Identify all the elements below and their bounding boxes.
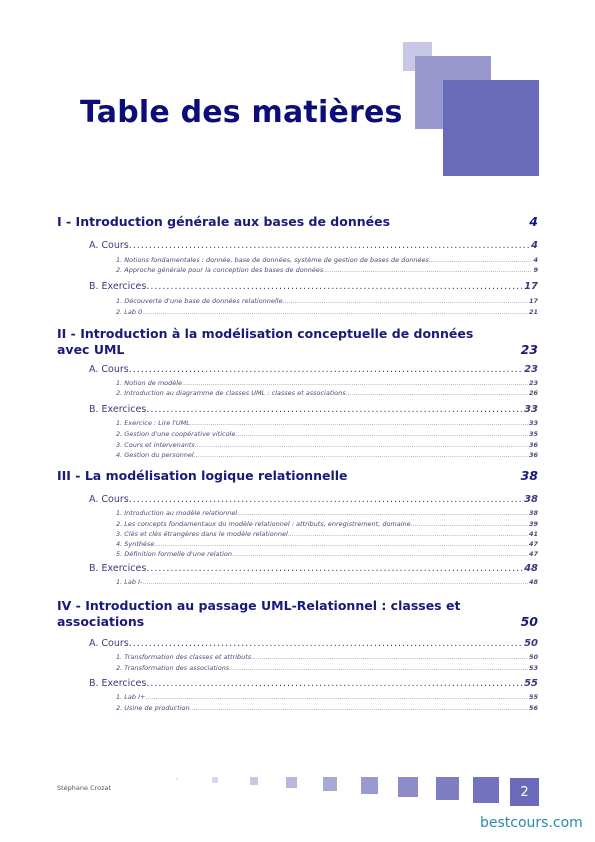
toc-part-page: 23	[520, 342, 538, 357]
toc-subsection-page: 35	[528, 430, 538, 438]
toc-section[interactable]	[89, 494, 538, 507]
toc-subsection[interactable]	[116, 441, 538, 450]
footer-decor-square	[212, 777, 218, 783]
toc-section-label: B. Exercices	[89, 281, 147, 292]
toc-section-label: A. Cours	[89, 240, 129, 251]
toc-section[interactable]	[89, 563, 538, 576]
toc-section-label: A. Cours	[89, 494, 129, 505]
toc-subsection[interactable]	[116, 419, 538, 428]
toc-part-title[interactable]	[57, 598, 538, 630]
toc-subsection-page: 38	[528, 509, 538, 517]
toc-section-page: 48	[524, 563, 538, 574]
toc-subsection-label: 2. Transformation des associations	[116, 664, 230, 672]
dot-leader	[235, 430, 528, 438]
toc-subsection-page: 26	[528, 389, 538, 397]
toc-subsection[interactable]	[116, 664, 538, 673]
toc-subsection-label: 3. Cours et intervenants	[116, 441, 195, 449]
toc-subsection[interactable]	[116, 256, 538, 265]
toc-subsection-page: 47	[528, 540, 538, 548]
toc-subsection[interactable]	[116, 451, 538, 460]
toc-section[interactable]	[89, 404, 538, 417]
footer-decor-square	[176, 778, 178, 780]
footer-decor-square	[323, 777, 337, 791]
toc-section[interactable]	[89, 364, 538, 377]
dot-leader	[146, 678, 522, 689]
toc-part-label: III - La modélisation logique relationnelle	[57, 468, 348, 483]
dot-leader	[282, 297, 527, 305]
dot-leader	[190, 419, 528, 427]
toc-subsection-page: 36	[528, 451, 538, 459]
toc-subsection-label: 1. Exercice : Lire l'UML	[116, 419, 190, 427]
toc-subsection-label: 2. Gestion d'une coopérative viticole	[116, 430, 236, 438]
toc-section-page: 23	[524, 364, 538, 375]
toc-subsection-page: 17	[528, 297, 538, 305]
toc-subsection-label: 2. Lab 0	[116, 308, 143, 316]
toc-section-page: 50	[524, 638, 538, 649]
toc-subsection-label: 2. Usine de production	[116, 704, 190, 712]
toc-subsection-page: 47	[528, 550, 538, 558]
toc-part-label: I - Introduction générale aux bases de données	[57, 214, 391, 229]
dot-leader	[154, 540, 528, 548]
toc-subsection-label: 4. Gestion du personnel	[116, 451, 194, 459]
dot-leader	[129, 494, 522, 505]
toc-subsection-label: 3. Clés et clés étrangères dans le modèle relationnel	[116, 530, 288, 538]
footer-decor-square	[361, 777, 378, 794]
dot-leader	[195, 441, 528, 449]
toc-subsection[interactable]	[116, 578, 538, 587]
toc-subsection-label: 1. Notion de modèle	[116, 379, 183, 387]
toc-subsection-label: 4. Synthèse	[116, 540, 155, 548]
toc-subsection-page: 4	[533, 256, 538, 264]
toc-subsection-page: 50	[528, 653, 538, 661]
page-title: Table des matières	[80, 95, 403, 130]
page-number: 2	[510, 778, 539, 806]
footer-decor-square	[398, 777, 418, 797]
dot-leader	[182, 379, 528, 387]
toc-subsection[interactable]	[116, 297, 538, 306]
dot-leader	[251, 653, 528, 661]
dot-leader	[346, 389, 528, 397]
toc-part-title[interactable]	[57, 326, 538, 358]
toc-subsection-page: 36	[528, 441, 538, 449]
toc-subsection-label: 2. Introduction au diagramme de classes UML : classes et associations	[116, 389, 346, 397]
toc-section[interactable]	[89, 638, 538, 651]
toc-section-page: 38	[524, 494, 538, 505]
dot-leader	[146, 281, 522, 292]
toc-section-label: A. Cours	[89, 364, 129, 375]
toc-subsection[interactable]	[116, 308, 538, 317]
dot-leader	[194, 451, 528, 459]
toc-subsection-page: 41	[528, 530, 538, 538]
toc-subsection-label: 2. Les concepts fondamentaux du modèle relationnel : attributs, enregistrement, domaine	[116, 520, 411, 528]
toc-subsection[interactable]	[116, 389, 538, 398]
toc-part-title[interactable]	[57, 214, 538, 230]
toc-part-page: 38	[520, 468, 538, 483]
toc-section-label: B. Exercices	[89, 404, 147, 415]
toc-subsection-page: 23	[528, 379, 538, 387]
toc-subsection-label: 2. Approche générale pour la conception des bases de données	[116, 266, 324, 274]
toc-subsection-page: 21	[528, 308, 538, 316]
toc-subsection[interactable]	[116, 693, 538, 702]
toc-section[interactable]	[89, 281, 538, 294]
dot-leader	[190, 704, 528, 712]
toc-subsection[interactable]	[116, 550, 538, 559]
toc-subsection-label: 1. Notions fondamentales : donnée, base de données, système de gestion de bases de données	[116, 256, 429, 264]
dot-leader	[145, 693, 528, 701]
toc-subsection-page: 55	[528, 693, 538, 701]
toc-section-page: 33	[524, 404, 538, 415]
toc-subsection-label: 1. Découverte d'une base de données relationnelle	[116, 297, 283, 305]
toc-subsection[interactable]	[116, 704, 538, 713]
toc-section-label: B. Exercices	[89, 563, 147, 574]
toc-subsection-label: 5. Définition formelle d'une relation	[116, 550, 232, 558]
toc-section-page: 4	[531, 240, 538, 251]
dot-leader	[142, 578, 528, 586]
toc-part-title[interactable]	[57, 468, 538, 484]
toc-subsection-label: 1. Lab I-	[116, 578, 143, 586]
dot-leader	[142, 308, 528, 316]
toc-subsection-page: 39	[528, 520, 538, 528]
footer-decor-square	[473, 777, 499, 803]
toc-part-page: 50	[520, 614, 538, 629]
dot-leader	[129, 638, 522, 649]
dot-leader	[429, 256, 533, 264]
toc-section-page: 17	[524, 281, 538, 292]
watermark: bestcours.com	[480, 815, 583, 831]
toc-subsection-page: 53	[528, 664, 538, 672]
dot-leader	[146, 404, 522, 415]
dot-leader	[323, 266, 532, 274]
toc-section[interactable]	[89, 240, 538, 253]
footer-author: Stéphane Crozat	[57, 784, 112, 792]
dot-leader	[129, 240, 529, 251]
dot-leader	[237, 509, 528, 517]
footer-decor-square	[286, 777, 297, 788]
decor-square-large	[443, 80, 539, 176]
footer-decor-square	[436, 777, 459, 800]
toc-section-page: 55	[524, 678, 538, 689]
toc-section-label: B. Exercices	[89, 678, 147, 689]
dot-leader	[232, 550, 528, 558]
toc-subsection-page: 56	[528, 704, 538, 712]
toc-part-label: II - Introduction à la modélisation conceptuelle de données avec UML	[57, 326, 474, 357]
dot-leader	[411, 520, 528, 528]
dot-leader	[129, 364, 522, 375]
toc-subsection-label: 1. Transformation des classes et attributs	[116, 653, 252, 661]
toc-subsection-page: 9	[533, 266, 538, 274]
toc-subsection-label: 1. Lab I+	[116, 693, 146, 701]
toc-subsection[interactable]	[116, 530, 538, 539]
dot-leader	[288, 530, 528, 538]
toc-subsection[interactable]	[116, 266, 538, 275]
toc-subsection[interactable]	[116, 509, 538, 518]
dot-leader	[146, 563, 522, 574]
toc-subsection[interactable]	[116, 430, 538, 439]
toc-subsection[interactable]	[116, 540, 538, 549]
toc-section-label: A. Cours	[89, 638, 129, 649]
toc-subsection[interactable]	[116, 379, 538, 388]
toc-subsection[interactable]	[116, 653, 538, 662]
footer-decor-square	[250, 777, 258, 785]
dot-leader	[229, 664, 528, 672]
toc-subsection-label: 1. Introduction au modèle relationnel	[116, 509, 238, 517]
toc-subsection[interactable]	[116, 520, 538, 529]
toc-part-page: 4	[529, 214, 538, 229]
toc-part-label: IV - Introduction au passage UML-Relationnel : classes et associations	[57, 598, 461, 629]
toc-subsection-page: 48	[528, 578, 538, 586]
toc-section[interactable]	[89, 678, 538, 691]
toc-subsection-page: 33	[528, 419, 538, 427]
